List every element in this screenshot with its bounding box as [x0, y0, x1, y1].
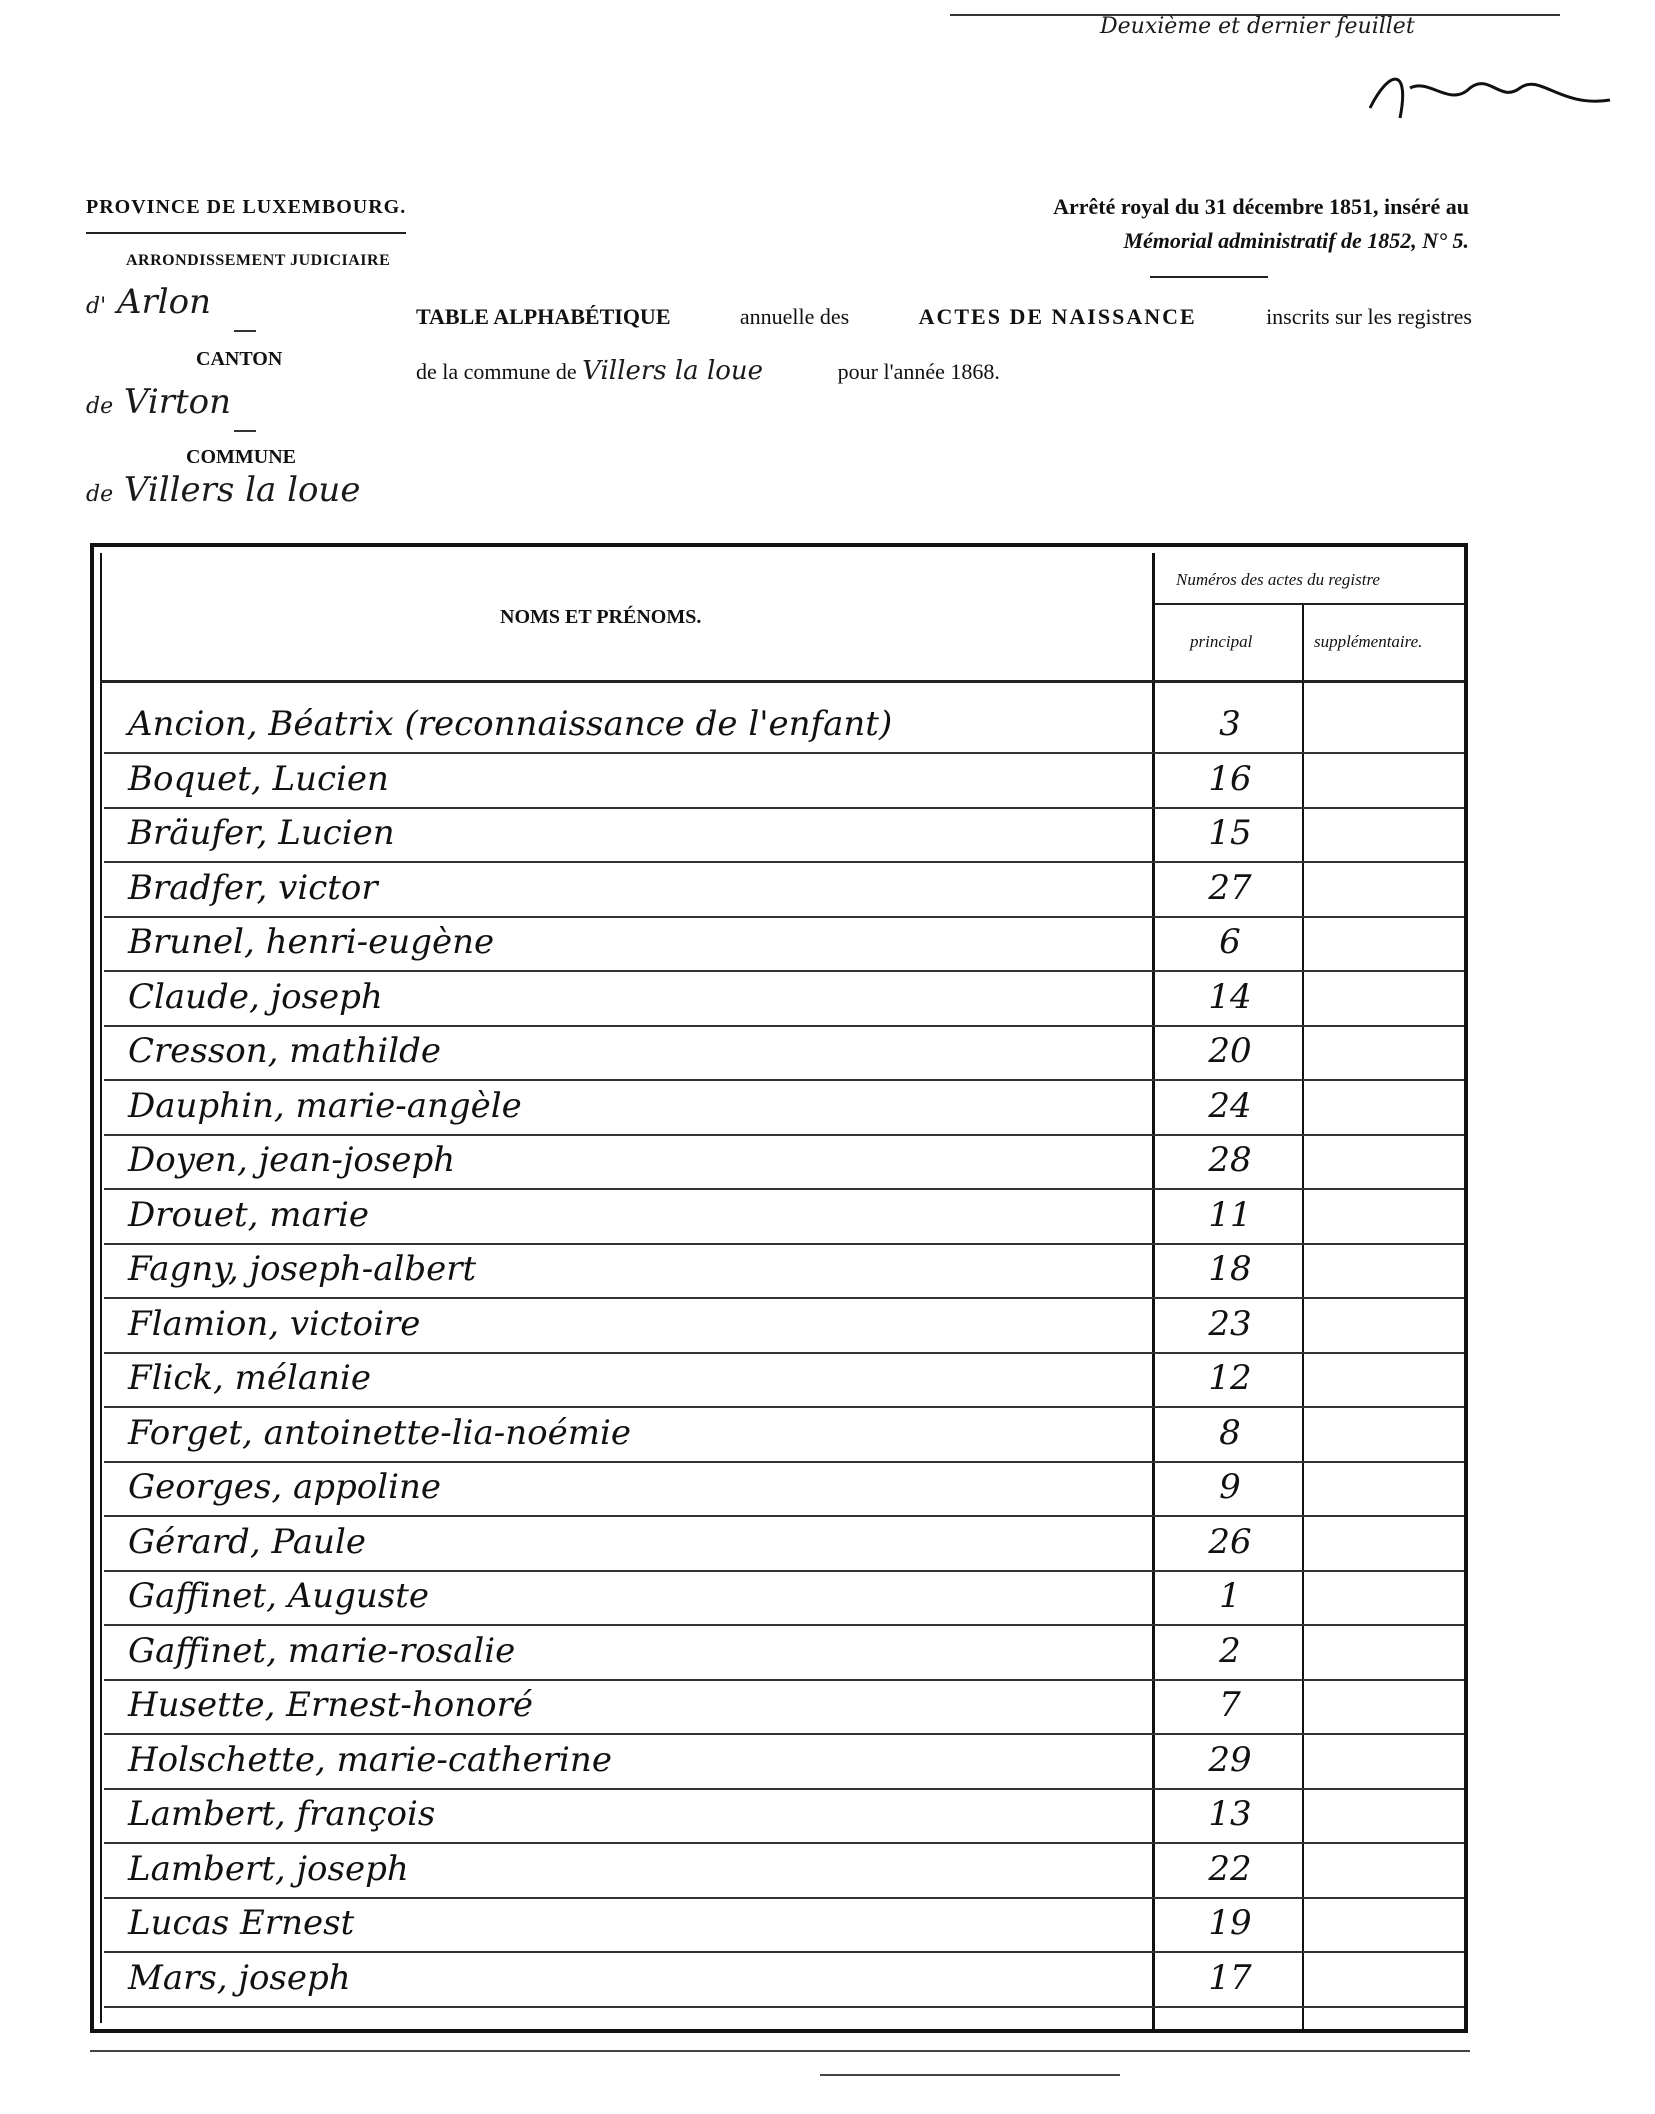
commune-label: COMMUNE	[186, 446, 296, 468]
row-name: Husette, Ernest-honoré	[128, 1685, 533, 1725]
row-rule	[104, 861, 1464, 863]
row-name: Drouet, marie	[128, 1194, 370, 1235]
row-rule	[104, 1624, 1464, 1626]
row-principal-number: 12	[1208, 1358, 1252, 1398]
names-column-divider	[1152, 553, 1155, 2033]
row-rule	[104, 1079, 1464, 1081]
commune-field	[86, 470, 360, 510]
row-rule	[104, 1788, 1464, 1790]
bottom-rule	[90, 2050, 1470, 2052]
row-principal-number: 27	[1208, 867, 1252, 908]
subtitle-part-1: de la commune de	[416, 359, 577, 384]
top-note: Deuxième et dernier feuillet	[1100, 14, 1415, 39]
row-principal-number: 26	[1208, 1521, 1252, 1562]
row-rule	[104, 916, 1464, 918]
row-rule	[104, 807, 1464, 809]
row-name: Flick, mélanie	[128, 1358, 371, 1398]
row-name: Brunel, henri-eugène	[128, 922, 495, 962]
row-principal-number: 17	[1208, 1957, 1252, 1998]
row-name: Bräufer, Lucien	[128, 813, 395, 853]
row-name: Doyen, jean-joseph	[128, 1140, 456, 1180]
row-rule	[104, 1951, 1464, 1953]
bottom-rule	[820, 2074, 1120, 2076]
row-name: Lambert, joseph	[128, 1848, 409, 1889]
subtitle-part-2: pour l'année 1868.	[837, 359, 1000, 384]
decree-underline	[1150, 276, 1268, 278]
row-principal-number: 7	[1219, 1685, 1241, 1725]
row-name: Forget, antoinette-lia-noémie	[128, 1412, 631, 1453]
principal-column-divider	[1302, 605, 1304, 2033]
row-rule	[104, 1897, 1464, 1899]
row-name: Lucas Ernest	[128, 1903, 355, 1943]
row-rule	[104, 1570, 1464, 1572]
row-principal-number: 8	[1219, 1412, 1241, 1453]
row-name: Lambert, françois	[128, 1794, 436, 1834]
row-principal-number: 6	[1219, 922, 1241, 962]
row-rule	[104, 1679, 1464, 1681]
subtitle-commune: Villers la loue	[582, 356, 764, 386]
row-principal-number: 19	[1208, 1903, 1252, 1943]
row-principal-number: 28	[1208, 1140, 1252, 1180]
province-label: PROVINCE DE LUXEMBOURG.	[86, 196, 407, 218]
title-part-2: annuelle des	[739, 304, 850, 329]
row-name: Bradfer, victor	[128, 867, 378, 908]
title-part-3: ACTES DE NAISSANCE	[918, 304, 1197, 329]
row-rule	[104, 1297, 1464, 1299]
row-rule	[104, 970, 1464, 972]
decree-line-1: Arrêté royal du 31 décembre 1851, inséré au	[1053, 194, 1469, 219]
row-name: Claude, joseph	[128, 976, 383, 1017]
canton-prefix: de	[86, 394, 114, 419]
header-bottom-rule	[100, 680, 1464, 683]
canton-value: Virton	[123, 382, 232, 422]
commune-value: Villers la loue	[123, 470, 361, 510]
row-name: Gaffinet, marie-rosalie	[128, 1630, 516, 1671]
row-rule	[104, 1515, 1464, 1517]
document-title	[416, 304, 1472, 330]
row-principal-number: 13	[1208, 1794, 1252, 1834]
row-principal-number: 23	[1208, 1303, 1252, 1344]
row-rule	[104, 1025, 1464, 1027]
row-rule	[104, 1733, 1464, 1735]
row-principal-number: 14	[1208, 976, 1252, 1017]
row-name: Cresson, mathilde	[128, 1031, 441, 1071]
row-principal-number: 22	[1208, 1848, 1252, 1889]
row-principal-number: 15	[1208, 813, 1252, 853]
row-rule	[104, 1406, 1464, 1408]
arrondissement-prefix: d'	[86, 294, 107, 319]
inner-left-border	[100, 553, 102, 2023]
row-name: Fagny, joseph-albert	[128, 1249, 477, 1289]
title-part-4: inscrits sur les registres	[1266, 304, 1472, 329]
canton-field	[86, 382, 231, 422]
row-name: Gérard, Paule	[128, 1521, 366, 1562]
row-principal-number: 16	[1208, 758, 1252, 799]
arrondissement-field	[86, 282, 211, 322]
canton-label: CANTON	[196, 348, 283, 370]
row-rule	[104, 752, 1464, 754]
row-principal-number: 3	[1219, 704, 1241, 744]
row-principal-number: 20	[1208, 1031, 1252, 1071]
arrondissement-label: ARRONDISSEMENT JUDICIAIRE	[126, 252, 391, 269]
row-name: Gaffinet, Auguste	[128, 1576, 430, 1616]
row-name: Holschette, marie-catherine	[128, 1739, 612, 1780]
names-column-header: NOMS ET PRÉNOMS.	[500, 606, 702, 628]
row-name: Boquet, Lucien	[128, 758, 389, 799]
row-rule	[104, 1842, 1464, 1844]
row-name: Flamion, victoire	[128, 1303, 421, 1344]
decree-reference	[1053, 190, 1469, 258]
numbers-column-header: Numéros des actes du registre	[1176, 570, 1380, 589]
numbers-header-rule	[1155, 603, 1464, 605]
row-rule	[104, 1188, 1464, 1190]
row-rule	[104, 1243, 1464, 1245]
divider-dash	[234, 330, 256, 332]
row-name: Georges, appoline	[128, 1467, 441, 1507]
row-rule	[104, 1134, 1464, 1136]
row-name: Ancion, Béatrix (reconnaissance de l'enfant)	[128, 704, 893, 744]
divider-dash	[234, 430, 256, 432]
title-part-1: TABLE ALPHABÉTIQUE	[416, 304, 671, 329]
row-principal-number: 29	[1208, 1739, 1252, 1780]
row-principal-number: 18	[1208, 1249, 1252, 1289]
row-rule	[104, 1461, 1464, 1463]
signature	[1360, 48, 1620, 128]
principal-column-header: principal	[1190, 632, 1253, 651]
row-principal-number: 24	[1208, 1085, 1252, 1126]
row-principal-number: 9	[1219, 1467, 1241, 1507]
row-principal-number: 1	[1219, 1576, 1241, 1616]
row-principal-number: 11	[1208, 1194, 1252, 1235]
decree-line-2: Mémorial administratif de 1852, N° 5.	[1123, 228, 1469, 253]
arrondissement-value: Arlon	[116, 282, 212, 322]
row-name: Mars, joseph	[128, 1957, 351, 1998]
row-principal-number: 2	[1219, 1630, 1241, 1671]
supplementaire-column-header: supplémentaire.	[1314, 632, 1423, 651]
row-name: Dauphin, marie-angèle	[128, 1085, 522, 1126]
commune-prefix: de	[86, 482, 114, 507]
province-underline	[86, 232, 406, 234]
row-rule	[104, 2006, 1464, 2008]
row-rule	[104, 1352, 1464, 1354]
document-subtitle	[416, 356, 1000, 386]
